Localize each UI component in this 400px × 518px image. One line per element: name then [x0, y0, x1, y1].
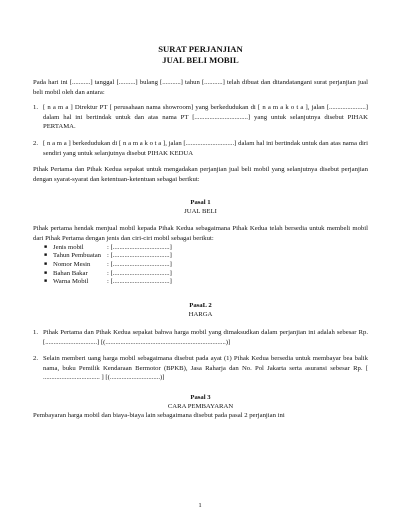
- pasal-2-title: PasaL 2: [189, 302, 212, 310]
- party-text: [ n a m a ] Direktur PT [ perusahaan nama showroom] yang berkedudukan di [ n a m a k o t a ], jalan [......................] dalam hal ini bertindak untuk dan atas nama PT [................................] yang untuk selanjutnya disebut PIHAK PERTAMA.: [43, 104, 368, 131]
- car-detail-item: [44, 252, 368, 261]
- document-body: [33, 44, 368, 421]
- pasal-1-text: Pihak pertama hendak menjual mobil kepada Pihak Kedua sebagaimana Pihak Kedua telah bersedia untuk membeli mobil dari Pihak Pertama dengan jenis dan ciri-ciri mobil sebagai berikut:: [33, 225, 368, 242]
- bullet-icon: ■: [44, 270, 48, 276]
- clause-text: Pihak Pertama dan Pihak Kedua sepakat bahwa harga mobil yang dimaksudkan dalam perjanjian ini adalah sebesar Rp. [...............................] [(........................................................................)]: [43, 329, 368, 346]
- party-item: [33, 139, 368, 158]
- page-number: 1: [198, 502, 202, 509]
- bullet-icon: ■: [44, 279, 48, 285]
- car-detail-value: : [..................................]: [107, 252, 172, 260]
- party-item: [33, 103, 368, 132]
- intro-paragraph: Pada hari ini [...........] tanggal [..........] bulang [...........] tahun [...........] telah dibuat dan ditandatangani surat perjanjian jual beli mobil oleh dan antara:: [33, 79, 368, 96]
- car-detail-value: : [..................................]: [107, 269, 172, 277]
- car-detail-label: Tahun Pembuatan: [53, 252, 102, 260]
- title-line-2: JUAL BELI MOBIL: [162, 54, 239, 65]
- car-detail-item: [44, 269, 368, 279]
- car-detail-value: : [..................................]: [107, 243, 172, 251]
- car-detail-item: [44, 278, 368, 287]
- price-clause-item: [33, 354, 368, 383]
- bullet-icon: ■: [44, 261, 48, 267]
- parties-list: [33, 103, 368, 158]
- clause-number: 2.: [33, 355, 39, 363]
- price-clauses-list: [33, 328, 368, 383]
- car-detail-label: Jenis mobil: [53, 243, 84, 251]
- party-text: [ n a m a ] berkedudukan di [ n a m a k o t a ], jalan [.............................] dalam hal ini bertindak untuk dan atas nama diri sendiri yang untuk selanjutnya disebut PIHAK KEDUA: [43, 139, 368, 157]
- pasal-3-text: Pembayaran harga mobil dan biaya-biaya lain sebagaimana disebut pada pasal 2 perjanjian ini: [33, 412, 285, 420]
- pasal-2-subtitle: HARGA: [188, 311, 213, 319]
- document-title: [33, 44, 368, 65]
- car-detail-label: Bahan Bakar: [53, 269, 88, 277]
- pasal-1-title: Pasal 1: [190, 199, 211, 207]
- party-number: 1.: [33, 104, 39, 112]
- car-detail-item: [44, 260, 368, 270]
- pasal-3-subtitle: CARA PEMBAYARAN: [167, 403, 234, 411]
- clause-text: Selain memberi uang harga mobil sebagaimana disebut pada ayat (1) Pihak Kedua bersedia untuk membayar bea balik nama, buku Pemilik Kendaraan Bermotor (BPKB), Jasa Raharja dan No. Pol Jakarta serta asuransi sebesar Rp. [ .................................. ] [(..............................)]: [43, 355, 368, 382]
- car-detail-label: Nomor Mesin: [53, 260, 91, 268]
- party-number: 2.: [33, 139, 39, 147]
- pasal-3-title: Pasal 3: [190, 394, 211, 402]
- car-detail-value: : [..................................]: [107, 278, 172, 286]
- agreement-paragraph: Pihak Pertama dan Pihak Kedua sepakat untuk mengadakan perjanjian jual beli mobil yang selanjutnya disebut perjanjian dengan syarat-syarat dan ketentuan-ketentuan sebagai berikut:: [33, 166, 368, 183]
- clause-number: 1.: [33, 329, 39, 337]
- car-detail-label: Warna Mobil: [53, 278, 89, 286]
- bullet-icon: ■: [44, 244, 48, 250]
- car-details-list: [33, 244, 368, 288]
- bullet-icon: ■: [44, 253, 48, 259]
- car-detail-item: [44, 243, 368, 253]
- car-detail-value: : [..................................]: [107, 260, 172, 268]
- title-line-1: SURAT PERJANJIAN: [158, 44, 243, 54]
- pasal-1-subtitle: JUAL BELI: [184, 208, 217, 216]
- price-clause-item: [33, 328, 368, 347]
